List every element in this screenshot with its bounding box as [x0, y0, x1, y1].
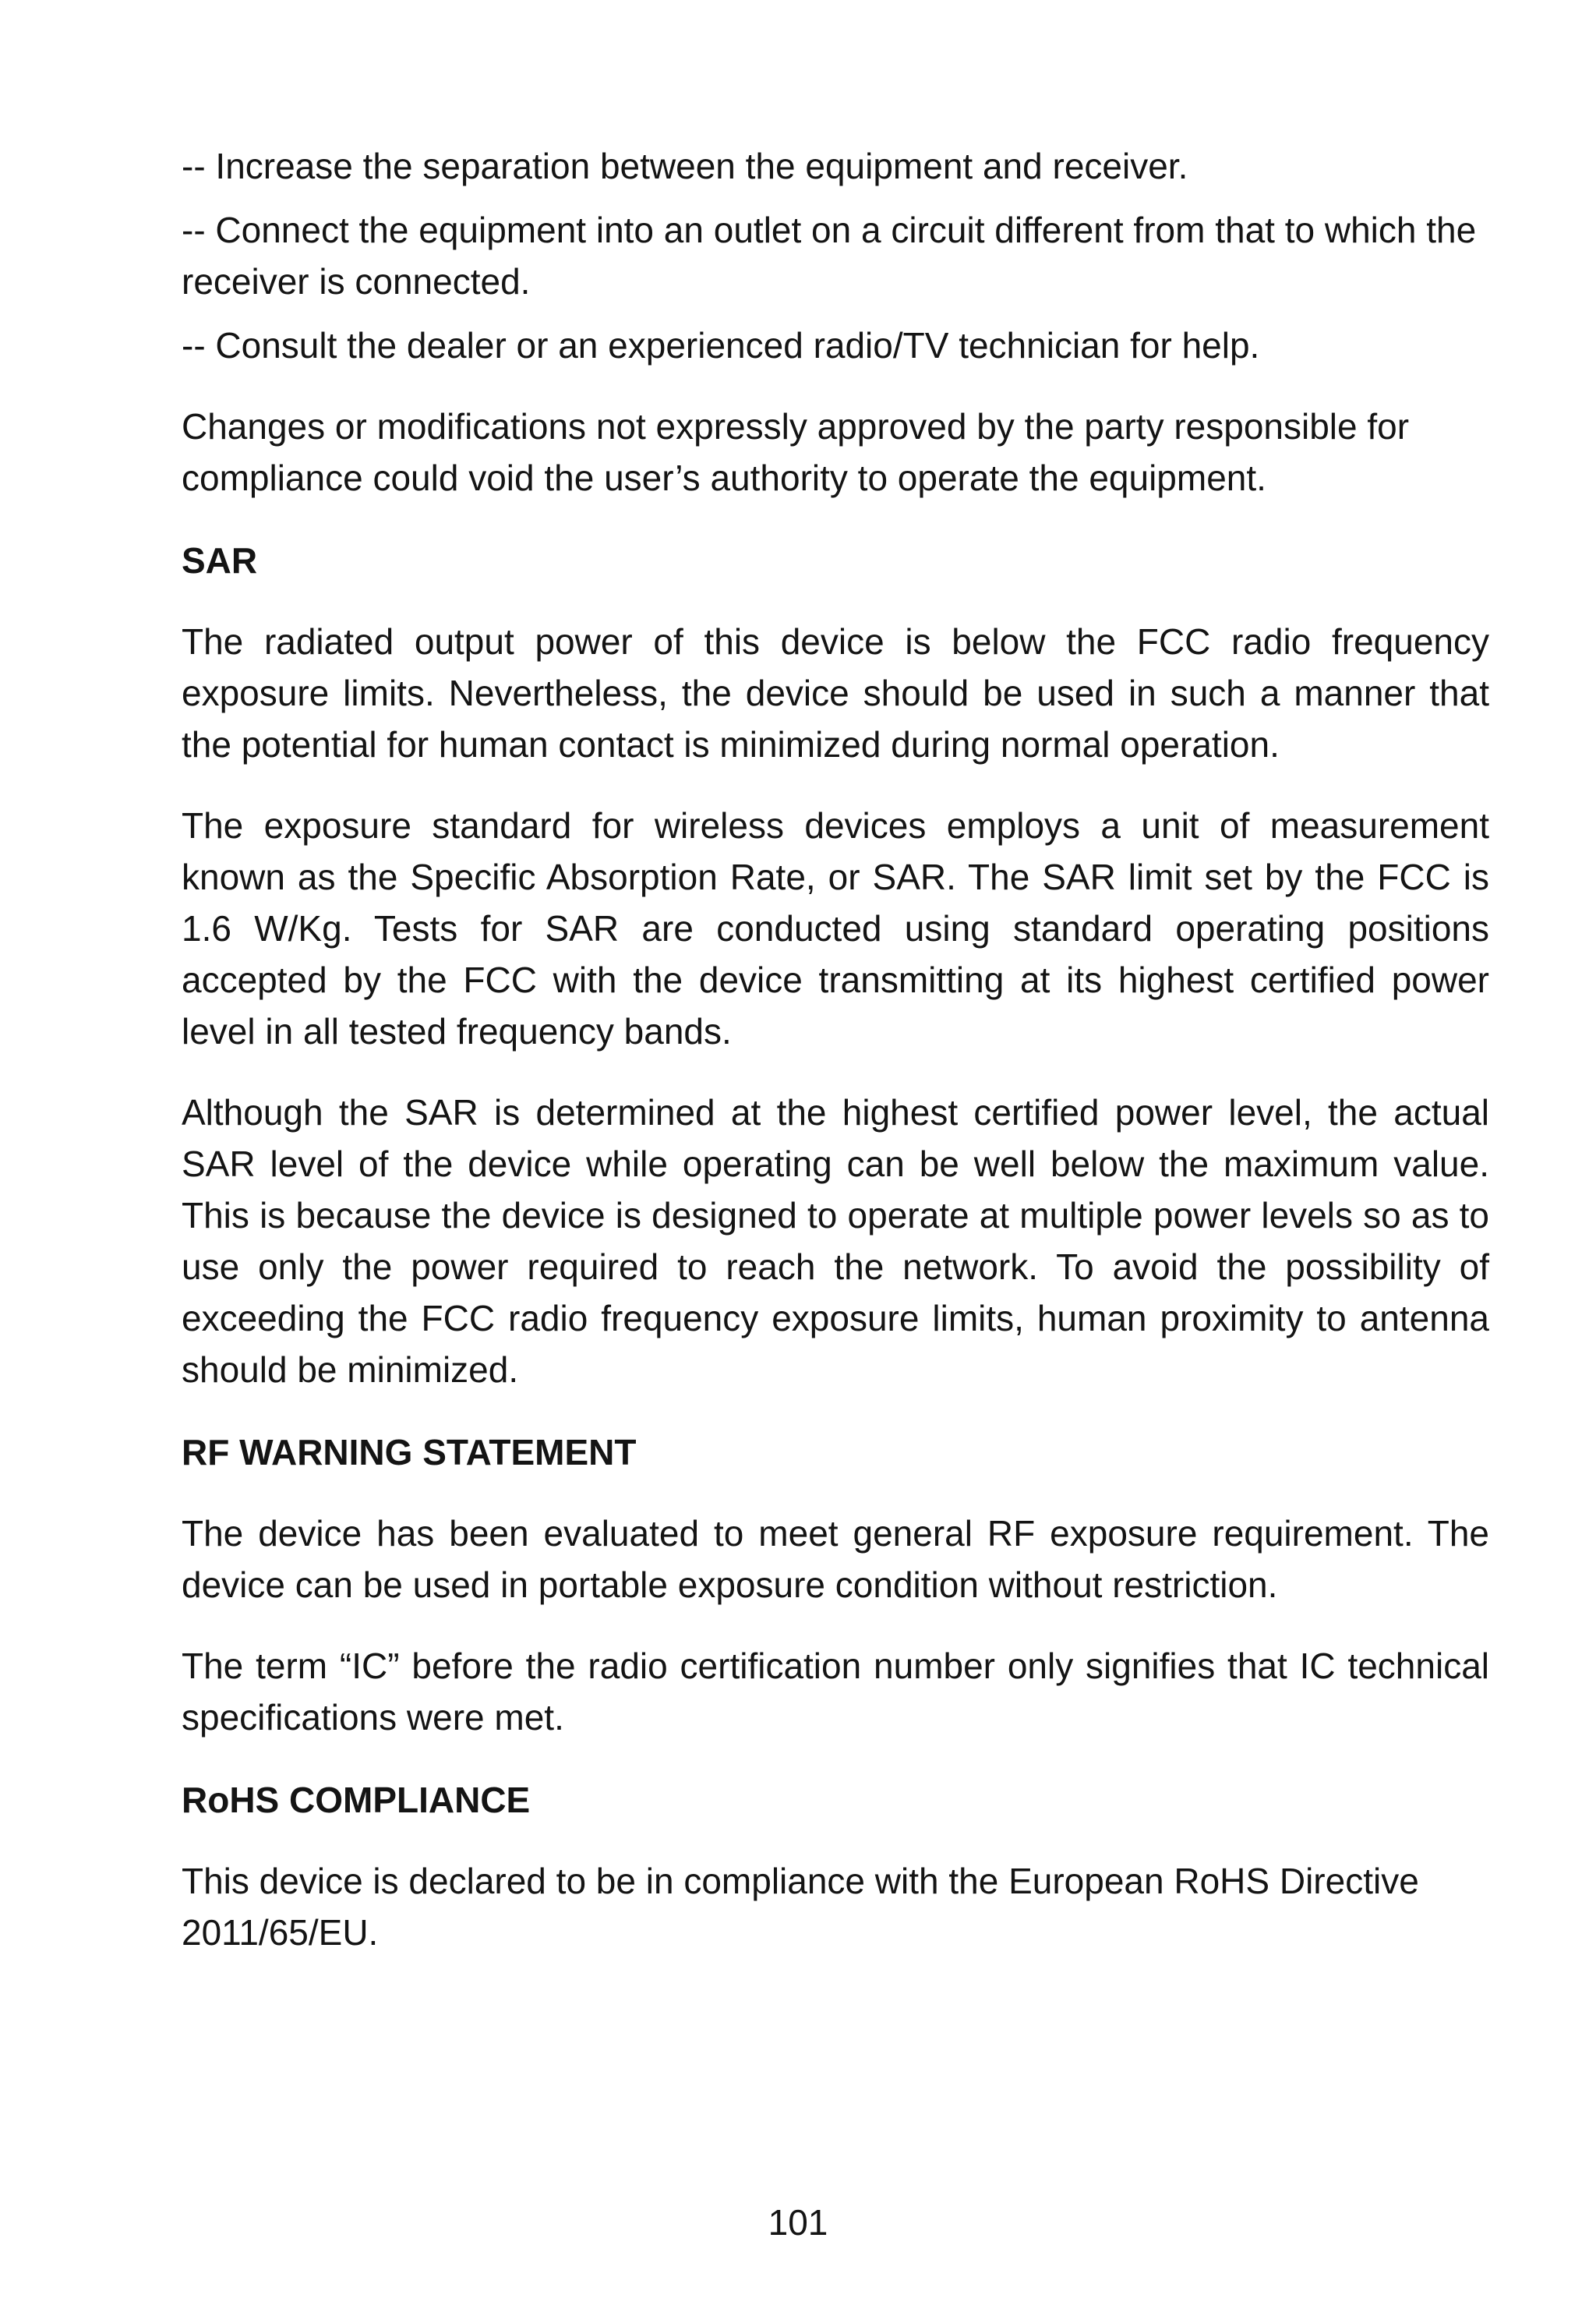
instruction-connect-outlet: -- Connect the equipment into an outlet on a circuit different from that to which the receiver is connected.: [182, 210, 1477, 302]
document-page: [182, 140, 1489, 1958]
rohs-heading: RoHS COMPLIANCE: [182, 1780, 531, 1820]
rf-paragraph: The term “IC” before the radio certification number only signifies that IC technical specifications were met.: [182, 1646, 1489, 1738]
instruction-consult-dealer: -- Consult the dealer or an experienced radio/TV technician for help.: [182, 325, 1260, 366]
instruction-increase-separation: -- Increase the separation between the equipment and receiver.: [182, 146, 1188, 186]
modifications-notice: Changes or modifications not expressly approved by the party responsible for compliance could void the user’s authority to operate the equipment.: [182, 406, 1410, 498]
sar-paragraph: The exposure standard for wireless devices employs a unit of measurement known as the Specific Absorption Rate, or SAR. The SAR limit set by the FCC is 1.6 W/Kg. Tests for SAR are conducted using standard operating positions accepted by the FCC with the device transmitting at its highest certified power level in all tested frequency bands.: [182, 805, 1489, 1052]
page-number: 101: [768, 2202, 828, 2243]
rf-paragraph: The device has been evaluated to meet general RF exposure requirement. The device can be used in portable exposure condition without restriction.: [182, 1513, 1489, 1605]
sar-paragraph: Although the SAR is determined at the highest certified power level, the actual SAR level of the device while operating can be well below the maximum value. This is because the device is designed to operate at multiple power levels so as to use only the power required to reach the network. To avoid the possibility of exceeding the FCC radio frequency exposure limits, human proximity to antenna should be minimized.: [182, 1092, 1489, 1390]
sar-heading: SAR: [182, 540, 258, 581]
rohs-paragraph: This device is declared to be in compliance with the European RoHS Directive 2011/65/EU.: [182, 1861, 1419, 1953]
sar-paragraph: The radiated output power of this device is below the FCC radio frequency exposure limits. Nevertheless, the device should be used in such a manner that the potential for human contact is minimized during normal operation.: [182, 621, 1489, 765]
rf-warning-heading: RF WARNING STATEMENT: [182, 1432, 637, 1472]
